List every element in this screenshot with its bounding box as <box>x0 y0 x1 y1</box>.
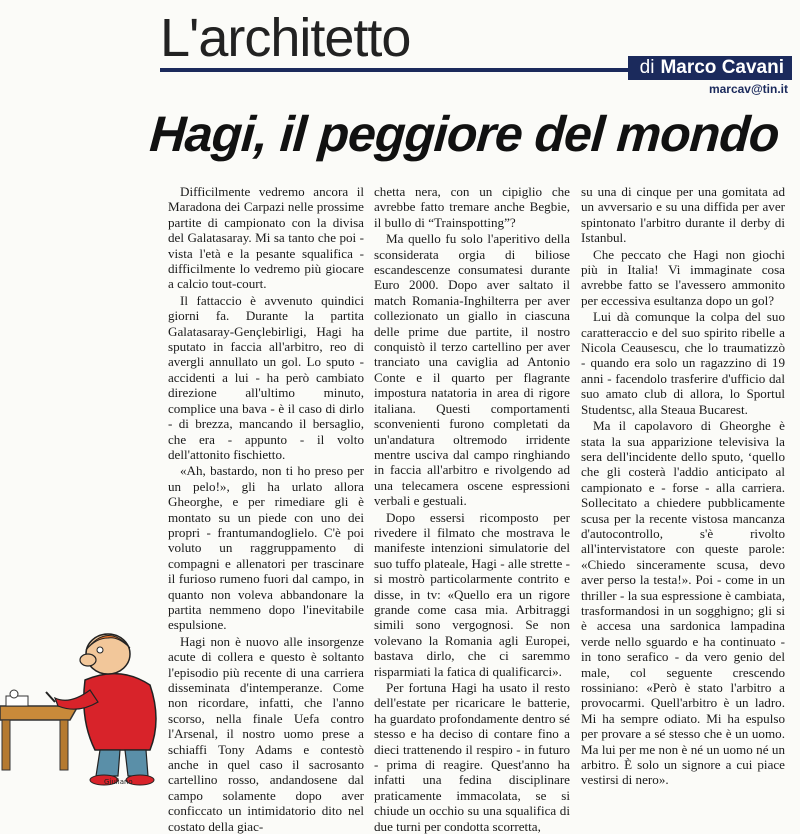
paragraph: Per fortuna Hagi ha usato il resto dell'estate per ricaricare le batterie, ha guardato profondamente dentro sé stesso e ha deciso di contare fino a dieci trattenendo il respiro - in futuro - prima di reagire. Quest'anno ha infatti una fedina disciplinare praticamente immacolata, se si chiude un occhio su una squalifica di due turni per condotta scorretta, <box>374 680 570 834</box>
paragraph: chetta nera, con un cipiglio che avrebbe fatto tremare anche Begbie, il bullo di “Trainspotting”? <box>374 184 570 230</box>
paragraph: Ma quello fu solo l'aperitivo della sconsiderata orgia di biliose escandescenze consumatesi durante Euro 2000. Dopo aver saltato il match Romania-Inghilterra per aver collezionato un giallo in ciascuna delle prime due partite, il nostro conquistò il terzo cartellino per aver tranciato una caviglia ad Antonio Conte e il quarto per flagrante impostura natatoria in area di rigore italiana. Questi comportamenti sconvenienti furono completati da un'andatura oltremodo irridente mentre usciva dal campo ringhiando in faccia all'arbitro e rivolgendo ad una telecamera oscene espressioni verbali e gestuali. <box>374 231 570 509</box>
paragraph: Ma il capolavoro di Gheorghe è stata la sua apparizione televisiva la sera dell'incidente dello sputo, ‘quello che gli costerà l'addio anticipato al campionato e - forse - alla carriera. Sollecitato a chiedere pubblicamente scusa per la recente vistosa mancanza d'autocontrollo, s'è rivolto all'intervistatore con queste parole: «Chiedo sinceramente scusa, devo aver perso la testa!». Poi - come in un thriller - la sua espressione è cambiata, trasformandosi in un sogghigno; gli si è accesa una sardonica lampadina verde nello sguardo e ha continuato - in tono serafico - da vero genio del male, col seguente crescendo rossiniano: «Però è stato l'arbitro a provocarmi. Quell'arbitro è un ladro. Mi ha sempre odiato. Mi ha espulso per provare a sé stesso che è un uomo. Ma lui per me non è né un uomo né un arbitro. È solo un signore a cui piace vestirsi di nero». <box>581 418 785 788</box>
paragraph: Il fattaccio è avvenuto quindici giorni fa. Durante la partita Galatasaray-Gençlebirligi, Hagi ha sputato in faccia all'arbitro, reo di avergli annullato un gol. Lo sputo - accidenti a lui - ha però cambiato direzione all'ultimo minuto, complice una bava - è il caso di dirlo - di brezza, mancando il bersaglio, che era - appunto - il volto dell'attonito fischietto. <box>168 292 364 462</box>
paragraph: Hagi non è nuovo alle insorgenze acute di collera e questo è soltanto l'episodio più recente di una carriera disseminata d'intemperanze. Come non ricordare, infatti, che l'anno scorso, nella finale Uefa contro l'Arsenal, il nostro uomo prese a schiaffi Tony Adams e contestò anche in quel caso il sacrosanto cartellino rosso, andandosene dal campo solamente dopo aver conficcato un intimidatorio dito nel costato della giac- <box>168 633 364 834</box>
article-headline: Hagi, il peggiore del mondo <box>148 106 781 162</box>
paragraph: «Ah, bastardo, non ti ho preso per un pelo!», gli ha urlato allora Gheorghe, e per rimediare gli è montato su un piede con uno dei propri - frantumandoglielo. C'è poi voluto un raggruppamento di compagni e allenatori per trascinare il furioso rumeno fuori dal campo, in quanto non voleva abbandonare la partita nemmeno dopo l'inevitabile espulsione. <box>168 463 364 633</box>
architect-cartoon-illustration <box>0 610 170 786</box>
column-rubric: L'architetto <box>160 8 411 68</box>
paragraph: Che peccato che Hagi non giochi più in Italia! Vi immaginate cosa avrebbe fatto se l'avessero ammonito per eccessiva esultanza dopo un gol? <box>581 246 785 308</box>
illustrator-signature: Giuliano <box>104 778 133 786</box>
article-column-1 <box>168 184 364 834</box>
paragraph: Dopo essersi ricomposto per rivedere il filmato che mostrava le manifeste intenzioni simulatorie del suo tuffo plateale, Hagi - alle strette - si mostrò particolarmente contrito e disse, in tv: «Quello era un rigore grande come casa mia. Arbitraggi simili sono vergognosi. Se non volevano la Romania agli Europei, bastava dirlo, che ci saremmo risparmiati la fatica di qualificarci». <box>374 509 570 679</box>
byline-prefix: di <box>639 57 655 78</box>
author-name: Marco Cavani <box>660 57 784 78</box>
article-column-2 <box>374 184 570 834</box>
paragraph: Lui dà comunque la colpa del suo caratteraccio e del suo spirito ribelle a Nicola Ceausescu, che lo traumatizzò - quando era solo un ragazzino di 19 anni - facendolo trasferire d'ufficio dal suo amato club di allora, lo Sportul Studentsc, alla Steaua Bucarest. <box>581 309 785 417</box>
byline <box>628 56 792 80</box>
paragraph: Difficilmente vedremo ancora il Maradona dei Carpazi nelle prossime partite di campionato con la divisa del Galatasaray. Mi sa tanto che poi - vista l'età e la pesante squalifica - difficilmente lo vedremo più giocare a calcio tout-court. <box>168 184 364 292</box>
author-email: marcav@tin.it <box>708 82 788 96</box>
paragraph: su una di cinque per una gomitata ad un avversario e su una diffida per aver spintonato l'arbitro durante il derby di Istanbul. <box>581 184 785 246</box>
article-column-3 <box>581 184 785 788</box>
